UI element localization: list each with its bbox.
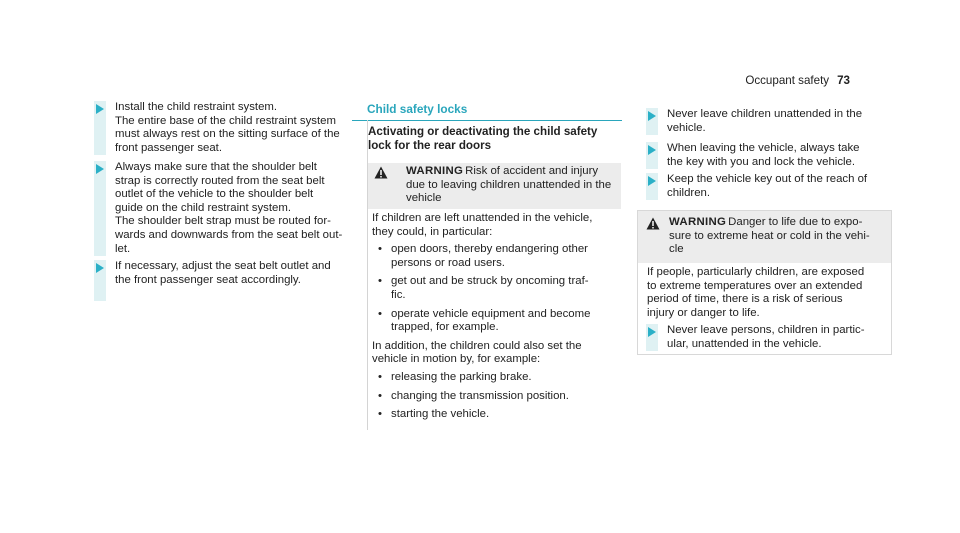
- text-line: vehicle.: [667, 121, 706, 134]
- warning-icon: [646, 217, 660, 230]
- warning-text: sure to extreme heat or cold in the vehi-: [669, 229, 870, 242]
- warning-icon: [374, 166, 388, 179]
- step-4: [636, 108, 896, 135]
- text-line: ular, unattended in the vehicle.: [667, 337, 822, 350]
- text-line: children.: [667, 186, 711, 199]
- warning-text: Danger to life due to expo-: [728, 216, 863, 228]
- text-line: Install the child restraint system.: [115, 101, 278, 113]
- text-line: the front passenger seat accordingly.: [115, 273, 301, 286]
- text-line: must always rest on the sitting surface of the: [115, 128, 340, 141]
- warning-box: [638, 211, 891, 263]
- arrow-icon: [648, 176, 656, 186]
- paragraph: If children are left unattended in the vehicle, they could, in particular:: [372, 212, 593, 238]
- warning-panel: [637, 210, 892, 355]
- text-line: The shoulder belt strap must be routed for-: [115, 215, 331, 228]
- arrow-icon: [96, 164, 104, 174]
- step-1: [84, 101, 350, 155]
- warning-text: due to leaving children unattended in the: [406, 178, 612, 191]
- step-5: [636, 142, 896, 169]
- warning-box: [368, 163, 621, 209]
- paragraph: If people, particularly children, are exposed to extreme temperatures over an extended period of time, there is a risk of serious injury or danger to life.: [647, 266, 865, 319]
- list-item: • get out and be struck by oncoming traf- fic.: [372, 275, 622, 302]
- arrow-icon: [648, 111, 656, 121]
- text-line: When leaving the vehicle, always take: [667, 142, 860, 154]
- warning-body: [647, 266, 887, 324]
- text-line: Never leave children unattended in the: [667, 108, 863, 120]
- page-number: 73: [837, 74, 850, 87]
- arrow-icon: [96, 263, 104, 273]
- step-6: [636, 173, 896, 200]
- arrow-icon: [648, 145, 656, 155]
- step-3: [84, 260, 350, 287]
- text-line: guide on the child restraint system.: [115, 201, 292, 214]
- list-item: • starting the vehicle.: [372, 408, 622, 422]
- warning-body: [372, 212, 622, 427]
- list-item: • open doors, thereby endangering other persons or road users.: [372, 243, 622, 270]
- text-line: Always make sure that the shoulder belt: [115, 161, 317, 173]
- section-title: Child safety locks: [367, 102, 468, 116]
- step-7: [636, 324, 886, 351]
- text-line: outlet of the vehicle to the shoulder belt: [115, 188, 314, 201]
- page-header: [745, 74, 850, 88]
- text-line: strap is correctly routed from the seat belt: [115, 174, 325, 187]
- warning-label: WARNING: [669, 216, 727, 228]
- list-item: • changing the transmission position.: [372, 390, 622, 404]
- list-item: • releasing the parking brake.: [372, 371, 622, 385]
- step-2: [84, 161, 350, 256]
- text-line: let.: [115, 242, 131, 255]
- arrow-icon: [96, 104, 104, 114]
- arrow-icon: [648, 327, 656, 337]
- warning-text: Risk of accident and injury: [465, 165, 599, 177]
- list-item: • operate vehicle equipment and become trapped, for example.: [372, 308, 622, 335]
- subsection-title: Activating or deactivating the child safety lock for the rear doors: [368, 125, 598, 152]
- text-line: If necessary, adjust the seat belt outlet and: [115, 260, 331, 272]
- warning-label: WARNING: [406, 165, 464, 177]
- text-line: The entire base of the child restraint system: [115, 114, 336, 127]
- text-line: Keep the vehicle key out of the reach of: [667, 173, 868, 185]
- warning-text: vehicle: [406, 192, 442, 205]
- text-line: Never leave persons, children in partic-: [667, 324, 865, 336]
- paragraph: In addition, the children could also set the vehicle in motion by, for example:: [372, 339, 582, 366]
- text-line: wards and downwards from the seat belt out-: [115, 228, 343, 241]
- section-rule: [352, 120, 622, 121]
- text-line: the key with you and lock the vehicle.: [667, 155, 856, 168]
- warning-text: cle: [669, 243, 684, 256]
- text-line: front passenger seat.: [115, 141, 223, 154]
- section-name: Occupant safety: [745, 74, 830, 87]
